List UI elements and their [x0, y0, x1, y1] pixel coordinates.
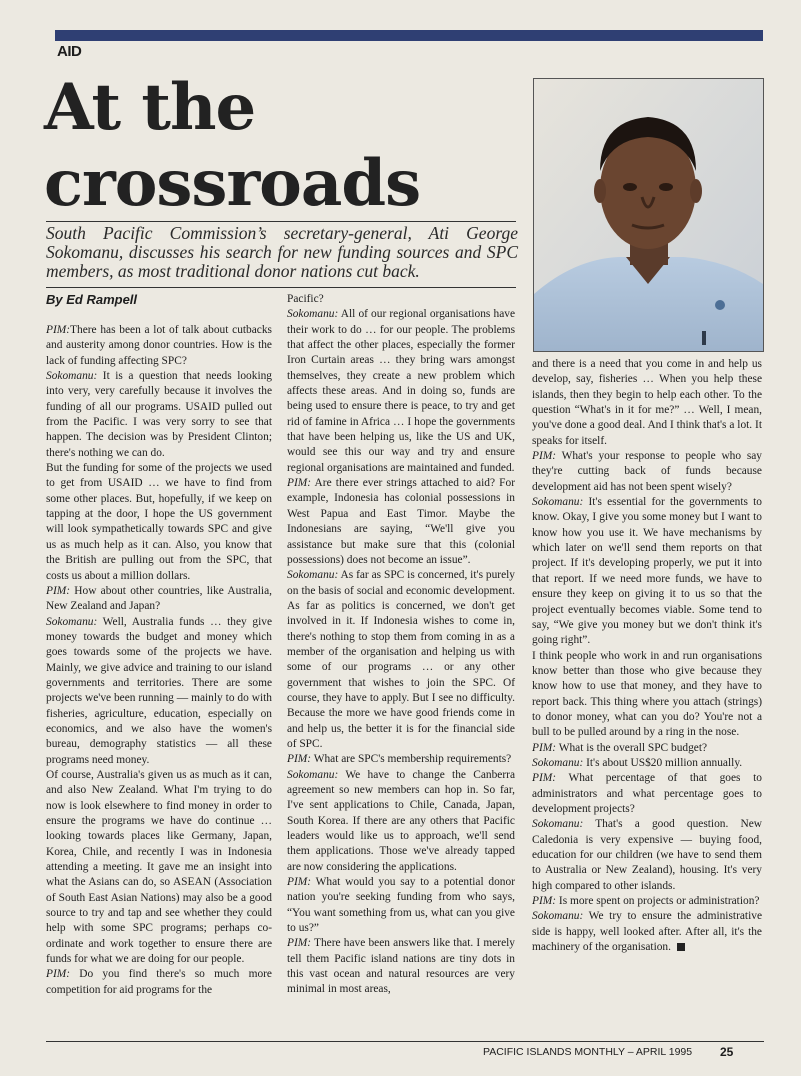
paragraph-text: How about other countries, like Australia, New Zealand and Japan?	[46, 584, 272, 613]
paragraph-text: What are SPC's membership requirements?	[311, 753, 512, 766]
paragraph-text: Are there ever strings attached to aid? For example, Indonesia has colonial possessions in West Papua and East Timor. Maybe the Indonesians are saying, “We'll give you assistance but make sure that this (colonial possessions) does not become an issue”.	[287, 477, 515, 566]
paragraph	[46, 369, 272, 461]
speaker-label: PIM:	[287, 876, 312, 889]
headline	[44, 70, 420, 222]
page-number: 25	[720, 1045, 734, 1059]
paragraph	[46, 615, 272, 768]
paragraph	[532, 495, 762, 648]
paragraph	[532, 909, 762, 955]
paragraph	[532, 741, 762, 756]
paragraph	[287, 752, 515, 767]
paragraph-text: What is the overall SPC budget?	[556, 741, 708, 754]
speaker-label: Sokomanu:	[532, 818, 584, 831]
paragraph-text: Well, Australia funds … they give money towards the budget and money which goes towards some of the projects we have. Mainly, we give advice and training to our island governments and territories. There are some projects we've been running — mainly to do with fisheries, agriculture, education, especially on economics, and we also have the women's bureau, demography statistics — all these programs need money.	[46, 615, 272, 766]
paragraph-text: There have been answers like that. I merely tell them Pacific island nations are tiny dots in this vast ocean and natural resources are very minimal in most areas,	[287, 937, 515, 996]
deck-bottom-rule	[46, 287, 516, 288]
paragraph	[532, 649, 762, 741]
paragraph-text: It's essential for the governments to know. Okay, I give you some money but I want to know how you use it. We have mechanisms by which later on we'll send them reports on that project. If it's developing properly, we put it into that report. If we need more funds, we have to ensure they keep on giving it to us so that the project eventually becomes viable. Some tend to say, “We give you money but we don't think it's going right”.	[532, 496, 762, 647]
paragraph-text: As far as SPC is concerned, it's purely on the basis of social and economic development. As far as politics is concerned, we don't get involved in it. If Indonesia wishes to come in, there's nothing to stop them from coming in as a member of the organisation and helping us with some of our programs … or any other government that wishes to join the SPC. Of course, they have to apply. But I see no difficulty. Because the more we have good friends come in and help us, the better it is for the financial side of SPC.	[287, 569, 515, 750]
speaker-label: Sokomanu:	[532, 756, 584, 769]
section-label: AID	[57, 43, 82, 60]
speaker-label: PIM:	[532, 895, 557, 908]
paragraph-text: It's about US$20 million annually.	[583, 756, 743, 769]
paragraph	[287, 568, 515, 752]
article-column-1	[46, 323, 272, 998]
portrait-photo-icon	[534, 79, 763, 351]
paragraph	[46, 584, 272, 615]
paragraph	[532, 449, 762, 495]
speaker-label: PIM:	[287, 937, 312, 950]
headline-line-1: At the	[44, 70, 256, 145]
speaker-label: Sokomanu:	[532, 910, 584, 923]
paragraph-text: Is more spent on projects or administration?	[556, 895, 760, 908]
article-column-2	[287, 292, 515, 998]
paragraph	[46, 768, 272, 967]
speaker-label: Sokomanu:	[287, 569, 339, 582]
portrait-photo	[533, 78, 764, 352]
paragraph	[532, 357, 762, 449]
paragraph	[532, 771, 762, 817]
paragraph	[46, 967, 272, 998]
speaker-label: Sokomanu:	[532, 496, 584, 509]
headline-line-2: crossroads	[44, 146, 421, 221]
article-column-3	[532, 357, 762, 955]
paragraph	[287, 476, 515, 568]
paragraph-text: Pacific?	[287, 293, 324, 305]
paragraph-text: All of our regional organisations have their work to do … for our people. The problems that affect the other places, especially the former Iron Curtain areas … they bring wars amongst themselves, they create a new problem which affects these areas. And in doing so, funds are being used to ensure there is peace, to try and get rid of famine in Africa … I hope the governments that have been helping us, like the US and UK, would see this our way and try and ensure regional organisations are maintained and funded.	[287, 308, 515, 474]
paragraph	[46, 323, 272, 369]
speaker-label: PIM:	[46, 968, 71, 981]
footer-publication: PACIFIC ISLANDS MONTHLY – APRIL 1995	[483, 1046, 693, 1058]
speaker-label: PIM:	[532, 741, 557, 754]
paragraph-text: What percentage of that goes to administrators and what percentage goes to development projects?	[532, 772, 762, 815]
speaker-label: PIM:	[532, 772, 557, 785]
speaker-label: Sokomanu:	[46, 615, 98, 628]
paragraph	[532, 894, 762, 909]
paragraph-text: Do you find there's so much more competition for aid programs for the	[46, 968, 272, 996]
paragraph-text: Of course, Australia's given us as much as it can, and also New Zealand. What I'm trying to do now is look elsewhere to find money in order to ensure the programs we have do continue … looking towards places like Germany, Japan, Korea, Chile, and recently I was in Indonesia attending a meeting. It gave me an insight into what the Asians can do, so ASEAN (Association of South East Asian Nations) may also be a good source to try and tap and see whether they could help with some SPC programs; perhaps co-ordinate and work together to ensure there are funds for what we are doing for our people.	[46, 768, 272, 966]
paragraph	[46, 461, 272, 584]
paragraph-text: We have to change the Canberra agreement so new members can hop in. So far, I've sent applications to Chile, Canada, Japan, South Korea. If there are any others that Pacific leaders would like us to approach, we'll send them applications. Those we've already tapped are now considering the applications.	[287, 768, 515, 873]
paragraph	[287, 936, 515, 997]
paragraph	[287, 768, 515, 875]
speaker-label: PIM:	[46, 584, 71, 597]
paragraph-text: What would you say to a potential donor nation you're seeking funding from who says, “You want something from us, what can you give to us?”	[287, 876, 515, 935]
paragraph-text: But the funding for some of the projects we used to get from USAID … we have to find from some other places. But, hopefully, if we keep on tapping at the door, I hope the US government will look sympathetically towards SPC and give us as much help as it can. Also, you know that the British are pulling out from the SPC, that costs us about a million dollars.	[46, 462, 272, 582]
paragraph-text: and there is a need that you come in and help us develop, say, fisheries … When you help these islands, then they begin to help each other. To the question “What's in it for me?” … Well, I mean, you've done a good deal. And I think that's a lot. It speaks for itself.	[532, 358, 762, 447]
top-color-bar	[55, 30, 763, 41]
speaker-label: Sokomanu:	[287, 768, 339, 781]
speaker-label: Sokomanu:	[46, 370, 98, 383]
deck-top-rule	[46, 221, 516, 222]
paragraph	[532, 817, 762, 894]
speaker-label: PIM:	[287, 477, 312, 490]
paragraph-text: I think people who work in and run organisations know better than those who give because they know how to use that money, and they have to report back. This thing where you attach (strings) to donor money, what can you do? You're not a bull to be pulled around by a ring in the nose.	[532, 649, 762, 739]
byline: By Ed Rampell	[46, 292, 138, 307]
footer-rule	[46, 1041, 764, 1042]
paragraph	[287, 292, 515, 307]
speaker-label: PIM:	[287, 753, 312, 766]
paragraph-text: We try to ensure the administrative side is happy, well looked after. After all, it's the machinery of the organisation.	[532, 910, 762, 954]
paragraph-text: What's your response to people who say they're cutting back of funds because development aid has not been spent wisely?	[532, 450, 762, 493]
end-of-article-icon	[677, 943, 685, 951]
paragraph-text: It is a question that needs looking into very, very carefully because it involves the funding of all our programs. USAID pulled out from the Pacific. I was very sorry to see that happen. The decision was by President Clinton; there's nothing we can do.	[46, 370, 272, 459]
paragraph	[287, 875, 515, 936]
paragraph	[532, 756, 762, 771]
paragraph	[287, 307, 515, 476]
speaker-label: PIM:	[46, 324, 71, 336]
speaker-label: Sokomanu:	[287, 308, 339, 321]
speaker-label: PIM:	[532, 450, 557, 463]
paragraph-text: That's a good question. New Caledonia is very expensive — buying food, education for our children (we have to send them to Australia or New Zealand), housing. It's very high compared to other islands.	[532, 818, 762, 892]
deck: South Pacific Commission’s secretary-general, Ati George Sokomanu, discusses his search for new funding sources and SPC members, as most traditional donor nations cut back.	[46, 223, 518, 281]
paragraph-text: There has been a lot of talk about cutbacks and austerity among donor countries. How is the lack of funding affecting SPC?	[46, 324, 272, 367]
